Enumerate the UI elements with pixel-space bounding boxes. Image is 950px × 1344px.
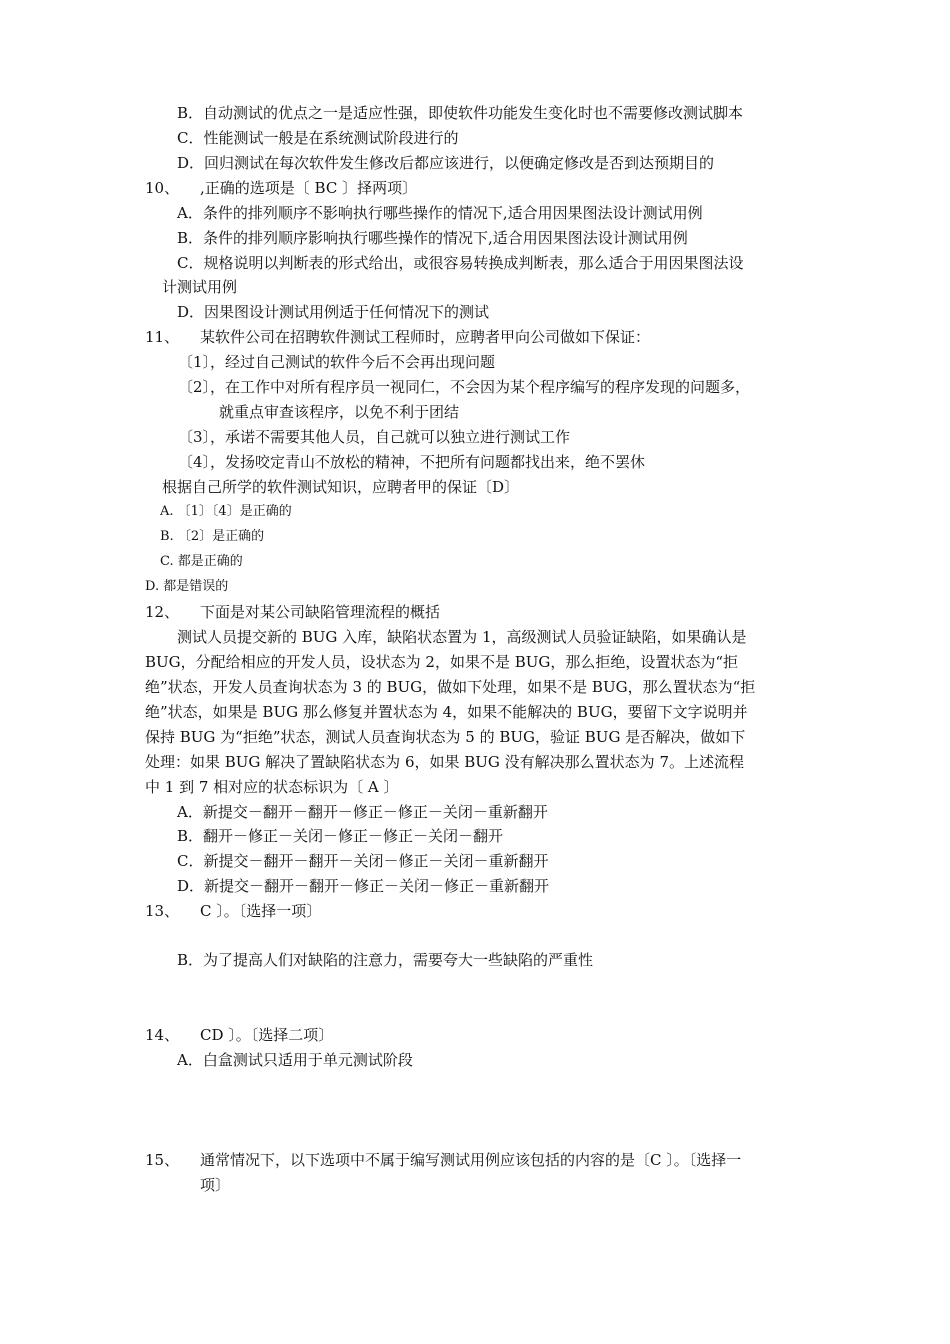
- q10-option-c-line1: C．规格说明以判断表的形式给出，或很容易转换成判断表，那么适合于用因果图法设: [177, 254, 744, 272]
- q12-paragraph-line1: 测试人员提交新的 BUG 入库，缺陷状态置为 1，高级测试人员验证缺陷，如果确认是: [177, 628, 747, 646]
- q12-paragraph-line5: 保持 BUG 为“拒绝”状态，测试人员查询状态为 5 的 BUG，验证 BUG 是否解决，做如下: [145, 728, 746, 746]
- q10-number: 10、: [145, 179, 180, 197]
- q12-option-c: C．新提交－翻开－翻开－关闭－修正－关闭－重新翻开: [177, 852, 549, 870]
- q15-stem-line1: 通常情况下，以下选项中不属于编写测试用例应该包括的内容的是〔C 〕。〔选择一: [200, 1151, 742, 1169]
- q12-number: 12、: [145, 603, 180, 621]
- q11-option-a: A. 〔1〕〔4〕是正确的: [160, 504, 292, 519]
- q12-paragraph-line4: 绝”状态，如果是 BUG 那么修复并置状态为 4，如果不能解决的 BUG，要留下文字说明并: [145, 703, 748, 721]
- q12-paragraph-line6: 处理：如果 BUG 解决了置缺陷状态为 6，如果 BUG 没有解决那么置状态为 7。上述流程: [145, 753, 744, 771]
- q12-option-a: A．新提交－翻开－翻开－修正－修正－关闭－重新翻开: [177, 803, 548, 821]
- q12-stem: 下面是对某公司缺陷管理流程的概括: [200, 603, 441, 621]
- q12-paragraph-line7: 中 1 到 7 相对应的状态标识为〔 A 〕: [145, 778, 399, 796]
- q11-option-c: C. 都是正确的: [160, 554, 243, 569]
- q9-option-c: C．性能测试一般是在系统测试阶段进行的: [177, 129, 459, 147]
- q12-option-b: B．翻开－修正－关闭－修正－修正－关闭－翻开: [177, 827, 504, 845]
- q11-number: 11、: [145, 328, 180, 346]
- q12-paragraph-line3: 绝”状态，开发人员查询状态为 3 的 BUG，做如下处理，如果不是 BUG，那么置状态为“拒: [145, 678, 756, 696]
- q11-item-1: 〔1〕，经过自己测试的软件今后不会再出现问题: [178, 353, 496, 371]
- q12-paragraph-line2: BUG，分配给相应的开发人员，设状态为 2，如果不是 BUG，那么拒绝，设置状态为“拒: [145, 653, 739, 671]
- q10-option-a: A．条件的排列顺序不影响执行哪些操作的情况下,适合用因果图法设计测试用例: [177, 204, 703, 222]
- q14-stem: CD 〕。〔选择二项〕: [200, 1026, 334, 1044]
- q15-number: 15、: [145, 1151, 180, 1169]
- q12-option-d: D．新提交－翻开－翻开－修正－关闭－修正－重新翻开: [177, 877, 550, 895]
- q9-option-d: D．回归测试在每次软件发生修改后都应该进行，以便确定修改是否到达预期目的: [177, 154, 715, 172]
- q11-item-4: 〔4〕，发扬咬定青山不放松的精神，不把所有问题都找出来，绝不罢休: [178, 453, 646, 471]
- q14-option-a: A．白盒测试只适用于单元测试阶段: [177, 1051, 413, 1069]
- q13-number: 13、: [145, 902, 180, 920]
- q13-stem: C 〕。〔选择一项〕: [200, 902, 322, 920]
- q13-option-b: B．为了提高人们对缺陷的注意力，需要夸大一些缺陷的严重性: [177, 951, 594, 969]
- q9-option-b: B．自动测试的优点之一是适应性强，即使软件功能发生变化时也不需要修改测试脚本: [177, 104, 744, 122]
- q11-item-2-line1: 〔2〕，在工作中对所有程序员一视同仁，不会因为某个程序编写的程序发现的问题多，: [178, 378, 751, 396]
- q10-option-b: B．条件的排列顺序影响执行哪些操作的情况下,适合用因果图法设计测试用例: [177, 229, 688, 247]
- q10-option-c-line2: 计测试用例: [162, 278, 238, 296]
- q14-number: 14、: [145, 1026, 180, 1044]
- q11-item-3: 〔3〕，承诺不需要其他人员，自己就可以独立进行测试工作: [178, 428, 571, 446]
- q10-stem: ,正确的选项是〔 BC 〕择两项〕: [200, 179, 418, 197]
- q11-option-d: D. 都是错误的: [145, 579, 229, 594]
- q11-stem: 某软件公司在招聘软件测试工程师时，应聘者甲向公司做如下保证：: [200, 328, 651, 346]
- q10-option-d: D．因果图设计测试用例适于任何情况下的测试: [177, 303, 490, 321]
- q15-stem-line2: 项〕: [200, 1176, 231, 1194]
- q11-option-b: B. 〔2〕是正确的: [160, 529, 265, 544]
- q11-item-2-line2: 就重点审查该程序，以免不利于团结: [219, 403, 460, 421]
- q11-question: 根据自己所学的软件测试知识，应聘者甲的保证〔D〕: [162, 478, 520, 496]
